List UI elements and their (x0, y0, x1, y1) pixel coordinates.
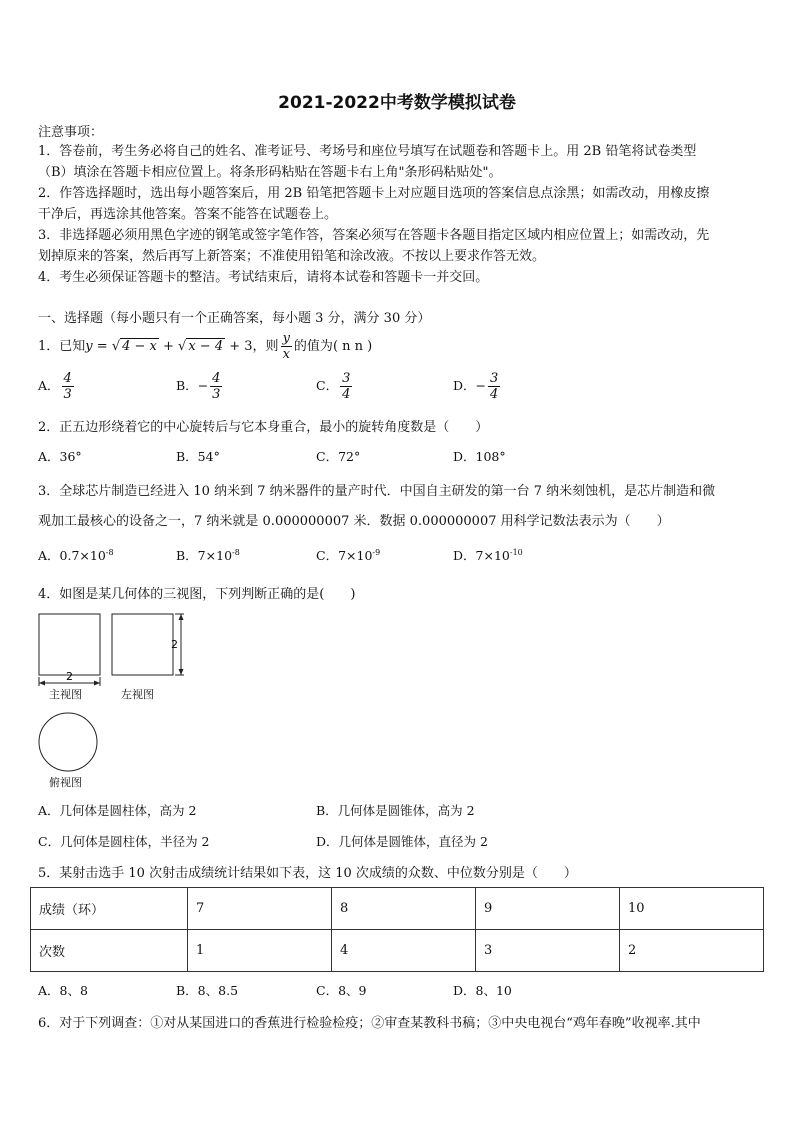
q1-option-b[interactable]: B．− $\frac{4}{3}$ (176, 371, 221, 402)
q1-then: ，则 (252, 339, 279, 354)
table-cell: 2 (620, 930, 764, 972)
question-4: 4．如图是某几何体的三视图，下列判断正确的是( ) (38, 587, 356, 602)
dim-arrow-top (179, 614, 184, 620)
note-line: 3．非选择题必须用黑色字迹的钢笔或签字笔作答，答案必须写在答题卡各题目指定区域内相应位置上；如需改动，先 (38, 228, 710, 243)
table-cell: 成绩（环） (31, 888, 188, 930)
question-3-line-2: 观加工最核心的设备之一，7 纳米就是 0.000000007 米．数据 0.000000007 用科学记数法表示为（ ） (38, 514, 670, 529)
dim-arrow-right (94, 681, 100, 686)
q2-option-b[interactable]: B．54° (176, 449, 220, 464)
question-6: 6．对于下列调查：①对从某国进口的香蕉进行检验检疫；②审查某教科书稿；③中央电视台“鸡年春晚”收视率.其中 (38, 1016, 701, 1031)
top-view-label: 俯视图 (49, 776, 82, 789)
note-line: 4．考生必须保证答题卡的整洁。考试结束后，请将本试卷和答题卡一并交回。 (38, 270, 489, 285)
q2-option-d[interactable]: D．108° (453, 449, 506, 464)
top-view-circle (39, 713, 97, 771)
q1-prefix: 1．已知 (38, 339, 86, 354)
table-cell: 10 (620, 888, 764, 930)
front-view-label: 主视图 (49, 688, 82, 701)
q3-option-b[interactable]: B．$7\times 10^{-8}$ (176, 547, 240, 563)
q2-option-a[interactable]: A．36° (38, 449, 82, 464)
question-2: 2．正五边形绕着它的中心旋转后与它本身重合，最小的旋转角度数是（ ） (38, 420, 489, 435)
question-5: 5．某射击选手 10 次射击成绩统计结果如下表，这 10 次成绩的众数、中位数分别是（ ） (38, 866, 577, 881)
dim-arrow-left (39, 681, 45, 686)
q5-option-b[interactable]: B．8、8.5 (176, 983, 239, 998)
left-view-label: 左视图 (121, 688, 154, 701)
section-heading: 一、选择题（每小题只有一个正确答案，每小题 3 分，满分 30 分） (38, 311, 431, 326)
q4-option-b[interactable]: B．几何体是圆锥体，高为 2 (316, 803, 475, 818)
exam-title: 2021-2022中考数学模拟试卷 (278, 93, 516, 113)
front-view-square (39, 614, 100, 675)
table-cell: 1 (188, 930, 332, 972)
q1-option-d[interactable]: D．− $\frac{3}{4}$ (453, 371, 499, 402)
table-row (31, 930, 764, 972)
note-line: 划掉原来的答案，然后再写上新答案；不准使用铅笔和涂改液。不按以上要求作答无效。 (38, 249, 546, 264)
q3-option-d[interactable]: D．$7\times 10^{-10}$ (453, 547, 523, 563)
note-line: 1．答卷前，考生务必将自己的姓名、准考证号、考场号和座位号填写在试题卷和答题卡上。用 2B 铅笔将试卷类型 (38, 144, 697, 159)
table-cell: 3 (476, 930, 620, 972)
q3-option-a[interactable]: A．$0.7\times 10^{-8}$ (38, 547, 114, 563)
dim-arrow-bottom (179, 669, 184, 675)
q1-plus1: + (158, 339, 179, 354)
question-3-line-1: 3．全球芯片制造已经进入 10 纳米到 7 纳米器件的量产时代．中国自主研发的第一台 7 纳米刻蚀机，是芯片制造和微 (38, 484, 716, 499)
q4-option-c[interactable]: C．几何体是圆柱体，半径为 2 (38, 834, 210, 849)
q4-option-a[interactable]: A．几何体是圆柱体，高为 2 (38, 803, 197, 818)
q1-y: y (85, 339, 93, 354)
q1-option-a[interactable]: A． $\frac{4}{3}$ (38, 371, 72, 402)
q1-fraction (281, 331, 292, 362)
q5-option-a[interactable]: A．8、8 (38, 983, 88, 998)
q3-option-c[interactable]: C．$7\times 10^{-9}$ (316, 547, 381, 563)
question-1: 1．已知y = √ 4 − x + √ x − 4 + 3，则 $\frac{y}{x}$ 的值为( n n ) (38, 331, 373, 362)
q5-option-d[interactable]: D．8、10 (453, 983, 512, 998)
q4-option-d[interactable]: D．几何体是圆锥体，直径为 2 (316, 834, 488, 849)
left-view-square (112, 614, 173, 675)
q1-suffix: 的值为 (293, 339, 333, 354)
dim-height-label: 2 (171, 638, 178, 651)
q1-frac-den: x (282, 347, 290, 362)
table-cell: 4 (332, 930, 476, 972)
table-row (31, 888, 764, 930)
q1-paren: ( n n ) (332, 339, 373, 354)
score-table (30, 887, 764, 972)
q2-option-c[interactable]: C．72° (316, 449, 361, 464)
q1-option-c[interactable]: C． $\frac{3}{4}$ (316, 371, 351, 402)
q1-frac-num: y (282, 331, 290, 346)
table-cell: 7 (188, 888, 332, 930)
note-line: 干净后，再选涂其他答案。答案不能答在试题卷上。 (38, 207, 338, 222)
q1-plus2: + 3 (225, 339, 253, 354)
note-line: 2．作答选择题时，选出每小题答案后，用 2B 铅笔把答题卡上对应题目选项的答案信息点涂黑；如需改动，用橡皮擦 (38, 186, 710, 201)
notes-heading: 注意事项： (38, 125, 104, 140)
dim-width-label: 2 (66, 670, 73, 683)
q1-eq: = (92, 339, 112, 354)
table-cell: 8 (332, 888, 476, 930)
note-line: （B）填涂在答题卡相应位置上。将条形码粘贴在答题卡右上角"条形码粘贴处"。 (38, 165, 502, 180)
table-cell: 次数 (31, 930, 188, 972)
q1-sqrt2: x − 4 (188, 339, 224, 354)
q5-option-c[interactable]: C．8、9 (316, 983, 367, 998)
q1-sqrt1: 4 − x (122, 339, 157, 354)
table-cell: 9 (476, 888, 620, 930)
